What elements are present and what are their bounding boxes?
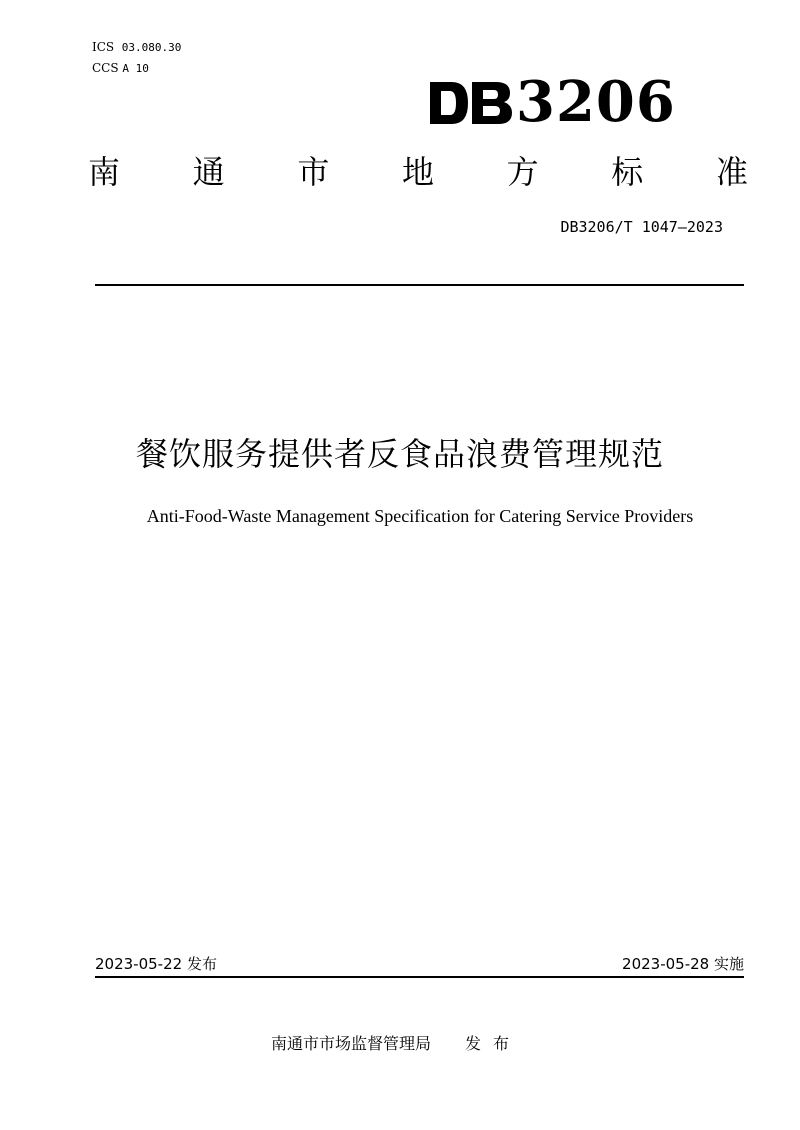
standard-type-char: 南 xyxy=(88,153,121,191)
ccs-label: CCS xyxy=(92,61,119,75)
publisher-action: 发布 xyxy=(465,1034,522,1053)
standard-type-char: 标 xyxy=(611,153,644,191)
standard-number: DB3206/T 1047—2023 xyxy=(560,218,723,236)
standard-type-heading xyxy=(88,152,748,192)
db-logo-mark xyxy=(428,72,514,126)
top-divider xyxy=(95,284,744,286)
ics-value: 03.080.30 xyxy=(121,41,182,54)
ics-label: ICS xyxy=(92,40,115,54)
db-mark-icon xyxy=(428,80,514,126)
standard-type-char: 市 xyxy=(297,153,330,191)
standard-type-char: 通 xyxy=(192,153,225,191)
bottom-divider xyxy=(95,976,744,978)
publisher-name: 南通市市场监督管理局 xyxy=(271,1034,432,1053)
ics-code xyxy=(92,40,181,55)
standard-type-char: 准 xyxy=(715,153,748,191)
implementation-date: 2023-05-28 实施 xyxy=(622,955,744,973)
document-title-english: Anti-Food-Waste Management Specification for Catering Service Providers xyxy=(146,506,694,526)
db-logo xyxy=(428,66,688,134)
ccs-value: A 10 xyxy=(122,62,149,75)
db-logo-code: 3206 xyxy=(516,69,676,135)
issue-date: 2023-05-22 发布 xyxy=(95,955,217,973)
ccs-code xyxy=(92,61,149,76)
document-title-chinese: 餐饮服务提供者反食品浪费管理规范 xyxy=(135,435,664,473)
publisher-line xyxy=(271,1033,521,1055)
standard-type-char: 地 xyxy=(401,153,434,191)
standard-type-char: 方 xyxy=(506,153,539,191)
